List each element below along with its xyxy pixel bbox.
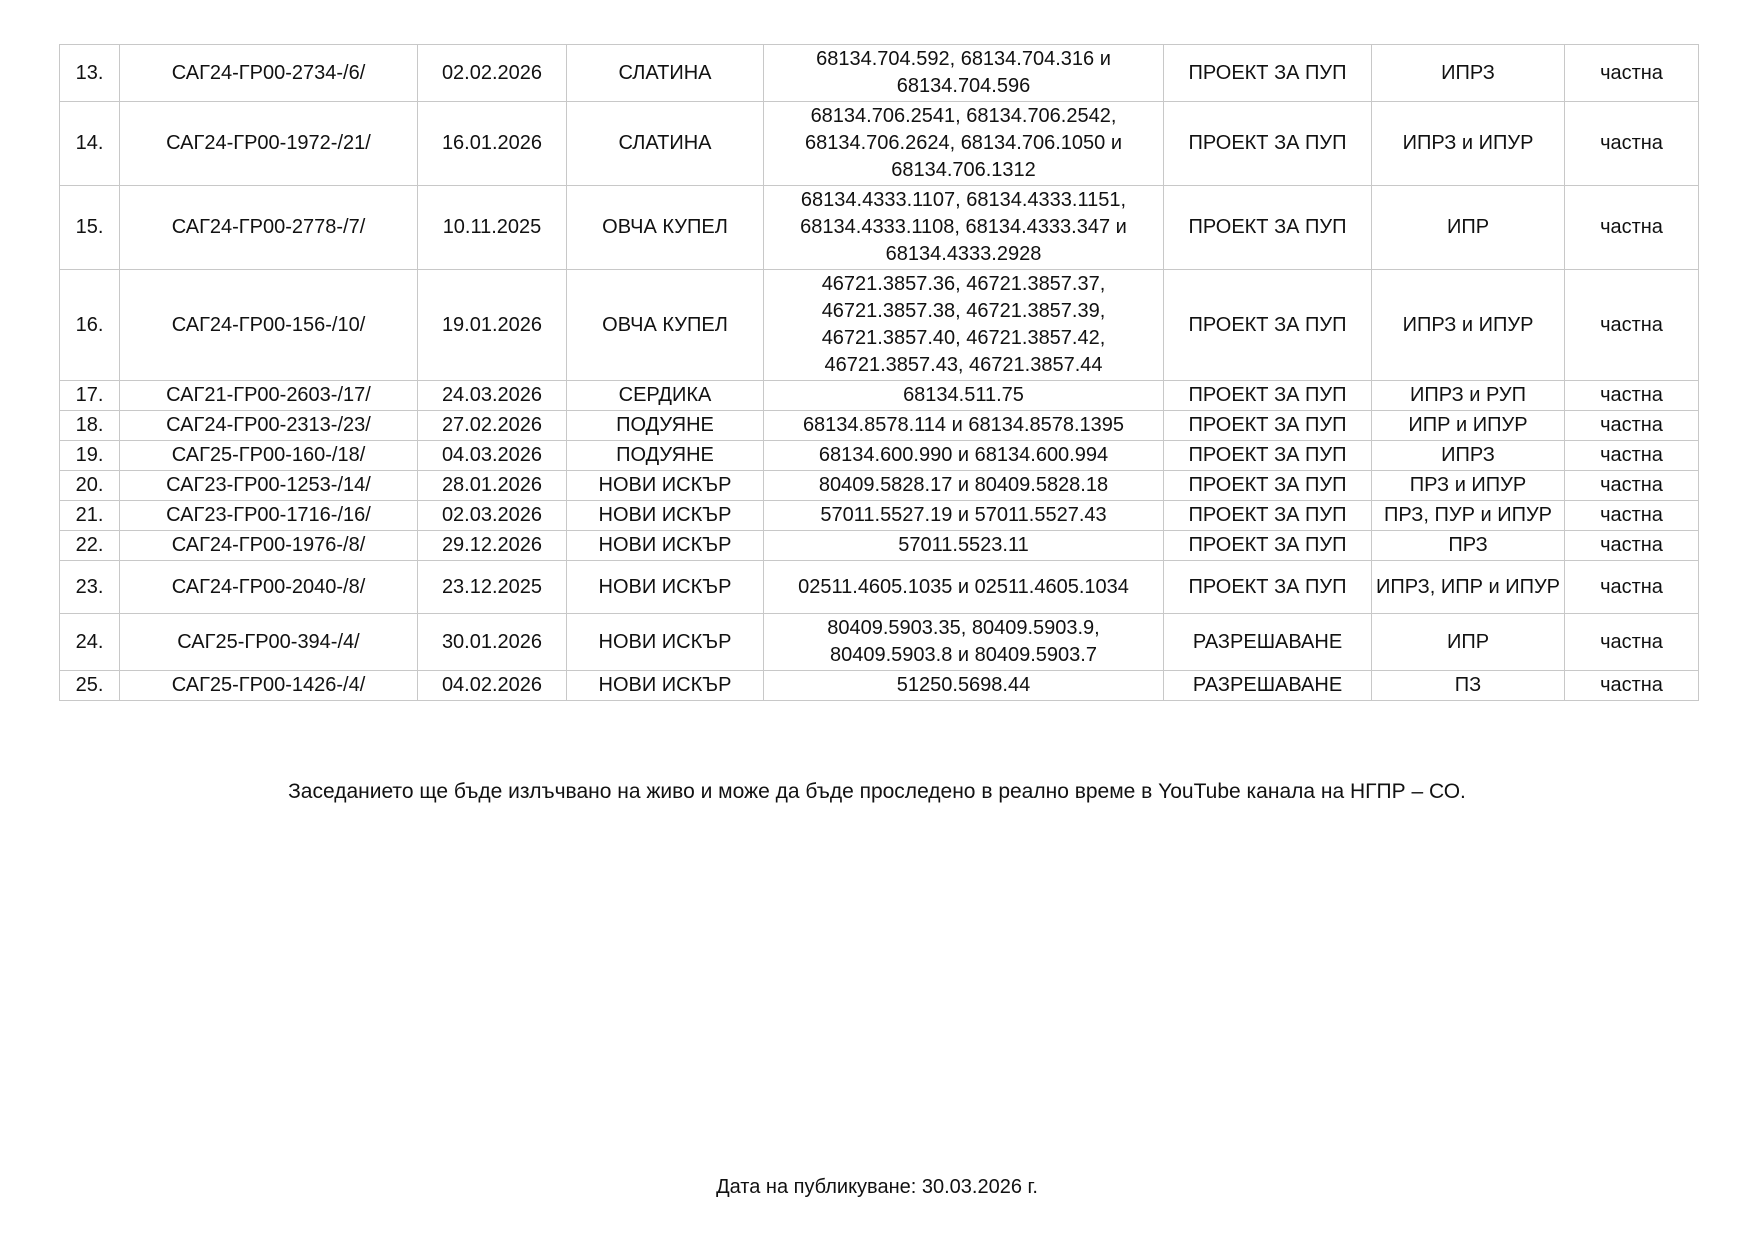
plan-type-cell: ИПРЗ <box>1372 45 1565 102</box>
row-number-cell: 21. <box>60 501 120 531</box>
agenda-table-body <box>60 45 1699 701</box>
plan-type-cell: ПРЗ и ИПУР <box>1372 471 1565 501</box>
case-date-cell: 24.03.2026 <box>418 381 567 411</box>
cadastral-plots-cell: 68134.600.990 и 68134.600.994 <box>764 441 1164 471</box>
case-date-cell: 19.01.2026 <box>418 270 567 381</box>
publication-date: Дата на публикуване: 30.03.2026 г. <box>716 1176 1038 1198</box>
case-reference-cell: САГ24-ГР00-1976-/8/ <box>120 531 418 561</box>
procedure-cell: ПРОЕКТ ЗА ПУП <box>1164 471 1372 501</box>
plan-type-cell: ПРЗ, ПУР и ИПУР <box>1372 501 1565 531</box>
procedure-cell: ПРОЕКТ ЗА ПУП <box>1164 45 1372 102</box>
case-date-cell: 29.12.2026 <box>418 531 567 561</box>
procedure-cell: РАЗРЕШАВАНЕ <box>1164 614 1372 671</box>
cadastral-plots-cell: 68134.8578.114 и 68134.8578.1395 <box>764 411 1164 441</box>
cadastral-plots-cell: 51250.5698.44 <box>764 671 1164 701</box>
table-row <box>60 671 1699 701</box>
procedure-cell: ПРОЕКТ ЗА ПУП <box>1164 411 1372 441</box>
case-reference-cell: САГ24-ГР00-2778-/7/ <box>120 186 418 270</box>
cadastral-plots-cell: 68134.704.592, 68134.704.316 и 68134.704.596 <box>764 45 1164 102</box>
district-cell: НОВИ ИСКЪР <box>567 531 764 561</box>
plan-type-cell: ИПРЗ, ИПР и ИПУР <box>1372 561 1565 614</box>
plan-type-cell: ИПР <box>1372 186 1565 270</box>
case-date-cell: 23.12.2025 <box>418 561 567 614</box>
initiator-cell: частна <box>1565 501 1699 531</box>
cadastral-plots-cell: 80409.5828.17 и 80409.5828.18 <box>764 471 1164 501</box>
initiator-cell: частна <box>1565 614 1699 671</box>
case-reference-cell: САГ25-ГР00-394-/4/ <box>120 614 418 671</box>
procedure-cell: ПРОЕКТ ЗА ПУП <box>1164 270 1372 381</box>
row-number-cell: 17. <box>60 381 120 411</box>
initiator-cell: частна <box>1565 531 1699 561</box>
row-number-cell: 15. <box>60 186 120 270</box>
case-reference-cell: САГ24-ГР00-2734-/6/ <box>120 45 418 102</box>
district-cell: ОВЧА КУПЕЛ <box>567 270 764 381</box>
district-cell: ПОДУЯНЕ <box>567 441 764 471</box>
case-date-cell: 10.11.2025 <box>418 186 567 270</box>
cadastral-plots-cell: 80409.5903.35, 80409.5903.9, 80409.5903.8 и 80409.5903.7 <box>764 614 1164 671</box>
district-cell: СЛАТИНА <box>567 102 764 186</box>
case-date-cell: 16.01.2026 <box>418 102 567 186</box>
table-row <box>60 501 1699 531</box>
procedure-cell: ПРОЕКТ ЗА ПУП <box>1164 186 1372 270</box>
case-date-cell: 27.02.2026 <box>418 411 567 441</box>
row-number-cell: 19. <box>60 441 120 471</box>
case-reference-cell: САГ24-ГР00-1972-/21/ <box>120 102 418 186</box>
table-row <box>60 471 1699 501</box>
case-reference-cell: САГ21-ГР00-2603-/17/ <box>120 381 418 411</box>
initiator-cell: частна <box>1565 471 1699 501</box>
initiator-cell: частна <box>1565 381 1699 411</box>
plan-type-cell: ИПРЗ и ИПУР <box>1372 270 1565 381</box>
initiator-cell: частна <box>1565 441 1699 471</box>
case-reference-cell: САГ23-ГР00-1253-/14/ <box>120 471 418 501</box>
case-reference-cell: САГ24-ГР00-2313-/23/ <box>120 411 418 441</box>
row-number-cell: 22. <box>60 531 120 561</box>
initiator-cell: частна <box>1565 270 1699 381</box>
table-row <box>60 186 1699 270</box>
district-cell: НОВИ ИСКЪР <box>567 501 764 531</box>
initiator-cell: частна <box>1565 45 1699 102</box>
cadastral-plots-cell: 68134.511.75 <box>764 381 1164 411</box>
table-row <box>60 411 1699 441</box>
cadastral-plots-cell: 68134.4333.1107, 68134.4333.1151, 68134.4333.1108, 68134.4333.347 и 68134.4333.2928 <box>764 186 1164 270</box>
live-stream-note: Заседанието ще бъде излъчвано на живо и може да бъде проследено в реално време в YouTube канала на НГПР – СО. <box>288 780 1466 803</box>
procedure-cell: РАЗРЕШАВАНЕ <box>1164 671 1372 701</box>
district-cell: СЛАТИНА <box>567 45 764 102</box>
cadastral-plots-cell: 68134.706.2541, 68134.706.2542, 68134.706.2624, 68134.706.1050 и 68134.706.1312 <box>764 102 1164 186</box>
initiator-cell: частна <box>1565 561 1699 614</box>
case-date-cell: 04.02.2026 <box>418 671 567 701</box>
case-reference-cell: САГ25-ГР00-1426-/4/ <box>120 671 418 701</box>
case-date-cell: 30.01.2026 <box>418 614 567 671</box>
table-row <box>60 381 1699 411</box>
cadastral-plots-cell: 46721.3857.36, 46721.3857.37, 46721.3857.38, 46721.3857.39, 46721.3857.40, 46721.3857.42, 46721.3857.43, 46721.3857.44 <box>764 270 1164 381</box>
district-cell: ОВЧА КУПЕЛ <box>567 186 764 270</box>
district-cell: СЕРДИКА <box>567 381 764 411</box>
table-row <box>60 561 1699 614</box>
procedure-cell: ПРОЕКТ ЗА ПУП <box>1164 561 1372 614</box>
procedure-cell: ПРОЕКТ ЗА ПУП <box>1164 441 1372 471</box>
table-row <box>60 614 1699 671</box>
plan-type-cell: ПЗ <box>1372 671 1565 701</box>
row-number-cell: 23. <box>60 561 120 614</box>
district-cell: НОВИ ИСКЪР <box>567 614 764 671</box>
row-number-cell: 13. <box>60 45 120 102</box>
case-reference-cell: САГ25-ГР00-160-/18/ <box>120 441 418 471</box>
case-date-cell: 02.02.2026 <box>418 45 567 102</box>
plan-type-cell: ИПРЗ и ИПУР <box>1372 102 1565 186</box>
table-row <box>60 441 1699 471</box>
row-number-cell: 25. <box>60 671 120 701</box>
row-number-cell: 14. <box>60 102 120 186</box>
district-cell: НОВИ ИСКЪР <box>567 561 764 614</box>
procedure-cell: ПРОЕКТ ЗА ПУП <box>1164 381 1372 411</box>
row-number-cell: 18. <box>60 411 120 441</box>
plan-type-cell: ИПРЗ <box>1372 441 1565 471</box>
row-number-cell: 16. <box>60 270 120 381</box>
cadastral-plots-cell: 57011.5523.11 <box>764 531 1164 561</box>
district-cell: НОВИ ИСКЪР <box>567 471 764 501</box>
initiator-cell: частна <box>1565 671 1699 701</box>
procedure-cell: ПРОЕКТ ЗА ПУП <box>1164 531 1372 561</box>
plan-type-cell: ИПРЗ и РУП <box>1372 381 1565 411</box>
procedure-cell: ПРОЕКТ ЗА ПУП <box>1164 102 1372 186</box>
plan-type-cell: ИПР и ИПУР <box>1372 411 1565 441</box>
plan-type-cell: ПРЗ <box>1372 531 1565 561</box>
district-cell: ПОДУЯНЕ <box>567 411 764 441</box>
initiator-cell: частна <box>1565 411 1699 441</box>
initiator-cell: частна <box>1565 102 1699 186</box>
cadastral-plots-cell: 02511.4605.1035 и 02511.4605.1034 <box>764 561 1164 614</box>
procedure-cell: ПРОЕКТ ЗА ПУП <box>1164 501 1372 531</box>
table-row <box>60 45 1699 102</box>
case-reference-cell: САГ24-ГР00-156-/10/ <box>120 270 418 381</box>
district-cell: НОВИ ИСКЪР <box>567 671 764 701</box>
case-reference-cell: САГ23-ГР00-1716-/16/ <box>120 501 418 531</box>
case-date-cell: 28.01.2026 <box>418 471 567 501</box>
row-number-cell: 20. <box>60 471 120 501</box>
row-number-cell: 24. <box>60 614 120 671</box>
plan-type-cell: ИПР <box>1372 614 1565 671</box>
table-row <box>60 102 1699 186</box>
table-row <box>60 531 1699 561</box>
table-row <box>60 270 1699 381</box>
cadastral-plots-cell: 57011.5527.19 и 57011.5527.43 <box>764 501 1164 531</box>
case-date-cell: 04.03.2026 <box>418 441 567 471</box>
case-date-cell: 02.03.2026 <box>418 501 567 531</box>
agenda-table <box>59 44 1699 701</box>
initiator-cell: частна <box>1565 186 1699 270</box>
case-reference-cell: САГ24-ГР00-2040-/8/ <box>120 561 418 614</box>
